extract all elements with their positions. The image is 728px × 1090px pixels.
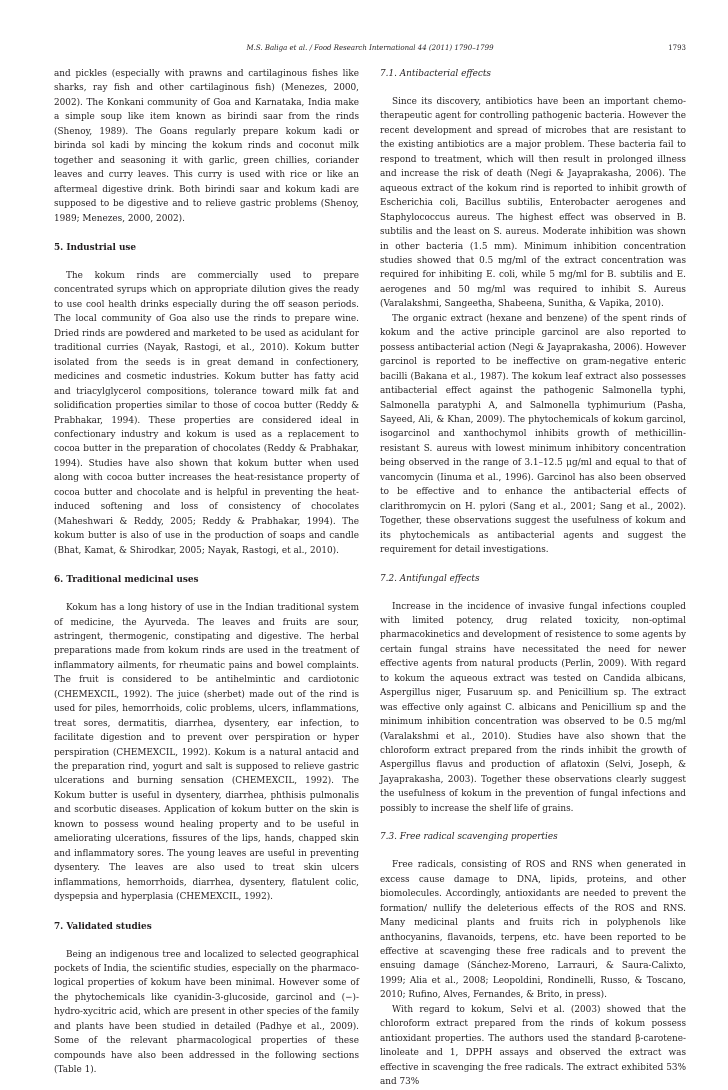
left-column (54, 67, 359, 1078)
section-7-3-heading: 7.3. Free radical scavenging properties (380, 832, 558, 843)
paragraph-antibacterial-1: Since its discovery, antibiotics have been an important chemo-therapeutic agent for controlling pathogenic bacteria. However the recent development and spread of microbes that are resistant to the existing antibiotics are a major problem. These bacteria fail to respond to treatment, which will then result in prolonged illness and increase the risk of death (Negi & Jayaprakasha, 2006). The aqueous extract of the kokum rind is reported to inhibit growth of Escherichia coli, Bacillus subtilis, Enterobacter aerogenes and Staphylococcus aureus. The highest effect was observed in B. subtilis and the least on S. aureus. Moderate inhibition was shown in other bacteria (1.5 mm). Minimum inhibition concentration studies showed that 0.5 mg/ml of the extract concentration was required for inhibiting E. coli, while 5 mg/ml for B. subtilis and E. aerogenes and 50 mg/ml was required to inhibit S. Aureus (Varalakshmi, Sangeetha, Shabeena, Sunitha, & Vapika, 2010). (380, 97, 686, 310)
running-title: M.S. Baliga et al. / Food Research International 44 (2011) 1790–1799 (246, 44, 494, 52)
paragraph-free-radical-2: With regard to kokum, Selvi et al. (2003) showed that the chloroform extract prepared from the rinds of kokum possess antioxidant properties. The authors used the standard β-carotene-linoleate and 1, DPPH assays and observed the extract was effective in scavenging the free radicals. The extract exhibited 53% and 73% (380, 1004, 686, 1088)
paragraph-traditional-medicinal: Kokum has a long history of use in the Indian traditional system of medicine, the Ayurveda. The leaves and fruits are sour, astringent, thermogenic, constipating and digestive. The herbal preparations made from kokum rinds are used in the treatment of inflammatory ailments, for rheumatic pains and bowel complaints. The fruit is considered to be antihelmintic and cardiotonic (CHEMEXCIL, 1992). The juice (sherbet) made out of the rind is used for piles, hemorrhoids, colic problems, ulcers, inflammations, treat sores, dermatitis, diarrhea, dysentery, ear infection, to facilitate digestion and to prevent over perspiration or hyper perspiration (CHEMEXCIL, 1992). Kokum is a natural antacid and the preparation rind, yogurt and salt is supposed to relieve gastric ulcerations and burning sensation (CHEMEXCIL, 1992). The Kokum butter is useful in dysentery, diarrhea, phthisis pulmonalis and scorbutic diseases. Application of kokum butter on the skin is known to possess wound healing property and to be useful in ameliorating ulcerations, fissures of the lips, hands, chapped skin and inflammatory sores. The young leaves are useful in preventing dysentery. The leaves are also used to treat skin ulcers inflammations, hemorrhoids, diarrhea, dysentery, flatulent colic, dyspepsia and hyperplasia (CHEMEXCIL, 1992). (54, 603, 359, 903)
paragraph-antibacterial-2: The organic extract (hexane and benzene) of the spent rinds of kokum and the active principle garcinol are also reported to possess antibacterial action (Negi & Jayaprakasha, 2006). However garcinol is reported to be ineffective on gram-negative enteric bacilli (Bakana et al., 1987). The kokum leaf extract also possesses antibacterial effect against the pathogenic Salmonella typhi, Salmonella paratyphi A, and Salmonella typhimurium (Pasha, Sayeed, Ali, & Khan, 2009). The phytochemicals of kokum garcinol, isogarcinol and xanthochymol inhibits growth of methicillin-resistant S. aureus with lowest minimum inhibitory concentration being observed in the range of 3.1–12.5 μg/ml and equal to that of vancomycin (Iinuma et al., 1996). Garcinol has also been observed to be effective and to enhance the antibacterial effects of clarithromycin on H. pylori (Sang et al., 2001; Sang et al., 2002). Together, these observations suggest the usefulness of kokum and its phytochemicals as antibacterial agents and suggest the requirement for detail investigations. (380, 313, 686, 556)
right-column (380, 67, 686, 1090)
paragraph-free-radical-1: Free radicals, consisting of ROS and RNS when generated in excess cause damage to DNA, lipids, proteins, and other biomolecules. Accordingly, antioxidants are needed to prevent the formation/ nullify the deleterious effects of the ROS and RNS. Many medicinal plants and fruits rich in polyphenols like anthocyanins, flavanoids, terpens, etc. have been reported to be effective at scavenging these free radicals and to prevent the ensuing damage (Sánchez-Moreno, Larrauri, & Saura-Calixto, 1999; Alia et al., 2008; Leopoldini, Rondinelli, Russo, & Toscano, 2010; Rufino, Alves, Fernandes, & Brito, in press). (380, 860, 686, 1001)
running-header (54, 44, 686, 56)
paragraph-antifungal: Increase in the incidence of invasive fungal infections coupled with limited potency, drug related toxicity, non-optimal pharmacokinetics and development of resistence to some agents by certain fungal strains have necessitated the need for newer effective agents from natural products (Perlin, 2009). With regard to kokum the aqueous extract was tested on Candida albicans, Aspergillus niger, Fusaruum sp. and Penicillium sp. The extract was effective only against C. albicans and Penicillium sp and the minimum inhibition concentration was observed to be 0.5 mg/ml (Varalakshmi et al., 2010). Studies have also shown that the chloroform extract prepared from the rinds inhibit the growth of Aspergillus flavus and production of aflatoxin (Selvi, Joseph, & Jayaprakasha, 2003). Together these observations clearly suggest the usefulness of kokum in the prevention of fungal infections and possibly to increase the shelf life of grains. (380, 601, 686, 814)
section-5-heading: 5. Industrial use (54, 242, 137, 253)
section-7-heading: 7. Validated studies (54, 921, 152, 932)
section-6-heading: 6. Traditional medicinal uses (54, 575, 199, 586)
paragraph-industrial-use: The kokum rinds are commercially used to prepare concentrated syrups which on appropriate dilution gives the ready to use cool health drinks especially during the off season periods. The local community of Goa also use the rinds to prepare wine. Dried rinds are powdered and marketed to be used as acidulant for traditional curries (Nayak, Rastogi, et al., 2010). Kokum butter isolated from the seeds is in great demand in confectionery, medicines and cosmetic industries. Kokum butter has fatty acid and triacylglycerol compositions, tolerance toward milk fat and solidification properties similar to those of cocoa butter (Reddy & Prabhakar, 1994). These properties are considered ideal in confectionary industry and kokum is used as a replacement to cocoa butter in the preparation of chocolates (Reddy & Prabhakar, 1994). Studies have also shown that kokum butter when used along with cocoa butter increases the heat-resistance property of cocoa butter and chocolate and is helpful in preventing the heat-induced softening and loss of consistency of chocolates (Maheshwari & Reddy, 2005; Reddy & Prabhakar, 1994). The kokum butter is also of use in the production of soaps and candle (Bhat, Kamat, & Shirodkar, 2005; Nayak, Rastogi, et al., 2010). (54, 270, 359, 556)
section-7-1-heading: 7.1. Antibacterial effects (380, 69, 491, 79)
page-number: 1793 (668, 44, 686, 52)
paragraph-validated-studies: Being an indigenous tree and localized to selected geographical pockets of India, the scientific studies, especially on the pharmaco-logical properties of kokum have been minimal. However some of the phytochemicals like cyanidin-3-glucoside, garcinol and (−)-hydro-xycitric acid, which are present in other species of the family and plants have been studied in detailed (Padhye et al., 2009). Some of the relevant pharmacological properties of these compounds have also been addressed in the following sections (Table 1). (54, 949, 359, 1076)
paragraph-pickles: and pickles (especially with prawns and cartilaginous fishes like sharks, ray fish and other cartilaginous fish) (Menezes, 2000, 2002). The Konkani community of Goa and Karnataka, India make a simple soup like item known as birindi saar from the rinds (Shenoy, 1989). The Goans regularly prepare kokum kadi or birinda sol kadi by mincing the kokum rinds and coconut milk together and seasoning it with garlic, green chillies, coriander leaves and curry leaves. This curry is used with rice or like an aftermeal digestive drink. Both birindi saar and kokum kadi are supposed to be digestive and to relieve gastric problems (Shenoy, 1989; Menezes, 2000, 2002). (54, 69, 359, 224)
section-7-2-heading: 7.2. Antifungal effects (380, 573, 480, 584)
